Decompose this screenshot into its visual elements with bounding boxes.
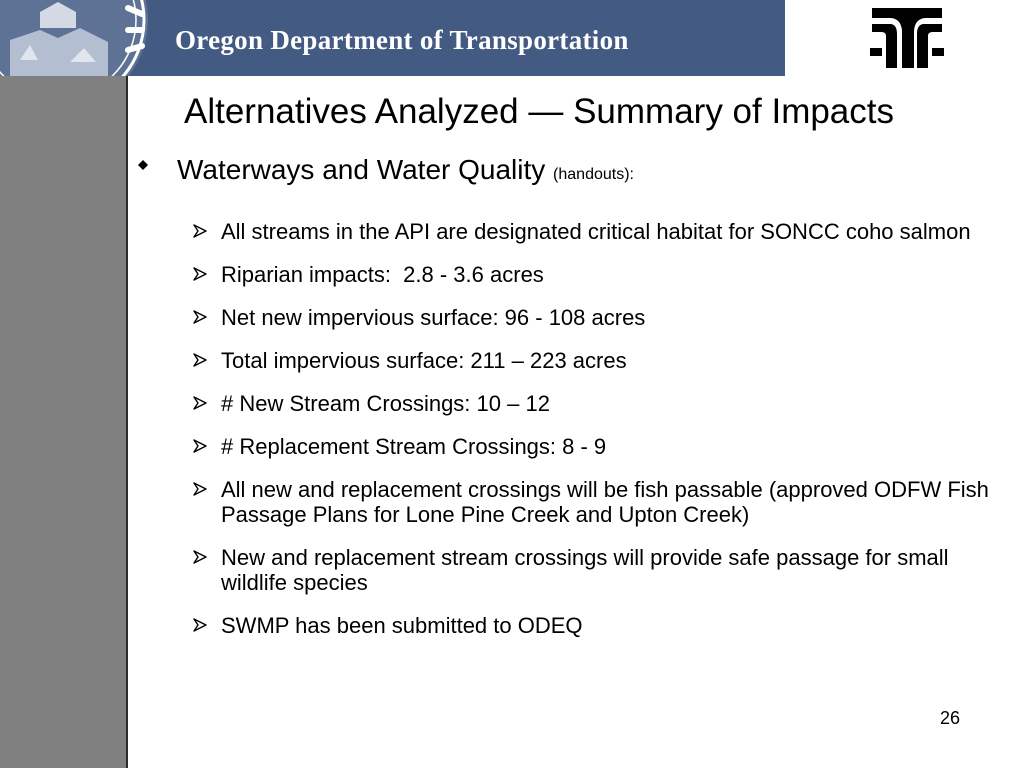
- arrow-bullet-icon: [193, 550, 207, 564]
- left-sidebar: [0, 76, 128, 768]
- arrow-bullet-icon: [193, 310, 207, 324]
- bullet-item: [193, 348, 1013, 373]
- arrow-bullet-icon: [193, 439, 207, 453]
- page-number: 26: [940, 708, 961, 728]
- bullet-text: Riparian impacts: 2.8 - 3.6 acres: [221, 262, 544, 287]
- bullet-text: SWMP has been submitted to ODEQ: [221, 613, 583, 638]
- slide-title: Alternatives Analyzed — Summary of Impacts: [184, 92, 894, 131]
- section-heading: [177, 154, 634, 186]
- oregon-state-seal-icon: [0, 0, 160, 76]
- bullet-item: [193, 545, 1013, 595]
- bullet-text: Net new impervious surface: 96 - 108 acres: [221, 305, 646, 330]
- section-note: (handouts):: [553, 166, 634, 183]
- bullet-item: [193, 391, 1013, 416]
- bullet-item: [193, 434, 1013, 459]
- arrow-bullet-icon: [193, 353, 207, 367]
- section-heading-text: Waterways and Water Quality: [177, 154, 546, 185]
- bullet-text: All streams in the API are designated critical habitat for SONCC coho salmon: [221, 219, 971, 244]
- bullet-item: [193, 305, 1013, 330]
- arrow-bullet-icon: [193, 396, 207, 410]
- odot-logo-icon: [868, 4, 946, 72]
- diamond-bullet-icon: [138, 160, 148, 170]
- bullet-text: All new and replacement crossings will be fish passable (approved ODFW Fish Passage Plans for Lone Pine Creek and Upton Creek): [221, 477, 989, 527]
- bullet-text: Total impervious surface: 211 – 223 acres: [221, 348, 627, 373]
- bullet-text: # Replacement Stream Crossings: 8 - 9: [221, 434, 607, 459]
- bullet-item: [193, 219, 1013, 244]
- bullet-text: New and replacement stream crossings will provide safe passage for small wildlife species: [221, 545, 949, 595]
- header-bar: [0, 0, 785, 76]
- bullet-text: # New Stream Crossings: 10 – 12: [221, 391, 550, 416]
- bullet-item: [193, 262, 1013, 287]
- agency-name: Oregon Department of Transportation: [175, 25, 629, 55]
- arrow-bullet-icon: [193, 482, 207, 496]
- bullet-item: [193, 613, 1013, 638]
- arrow-bullet-icon: [193, 224, 207, 238]
- bullet-list: [193, 219, 1013, 656]
- arrow-bullet-icon: [193, 267, 207, 281]
- bullet-item: [193, 477, 1013, 527]
- arrow-bullet-icon: [193, 618, 207, 632]
